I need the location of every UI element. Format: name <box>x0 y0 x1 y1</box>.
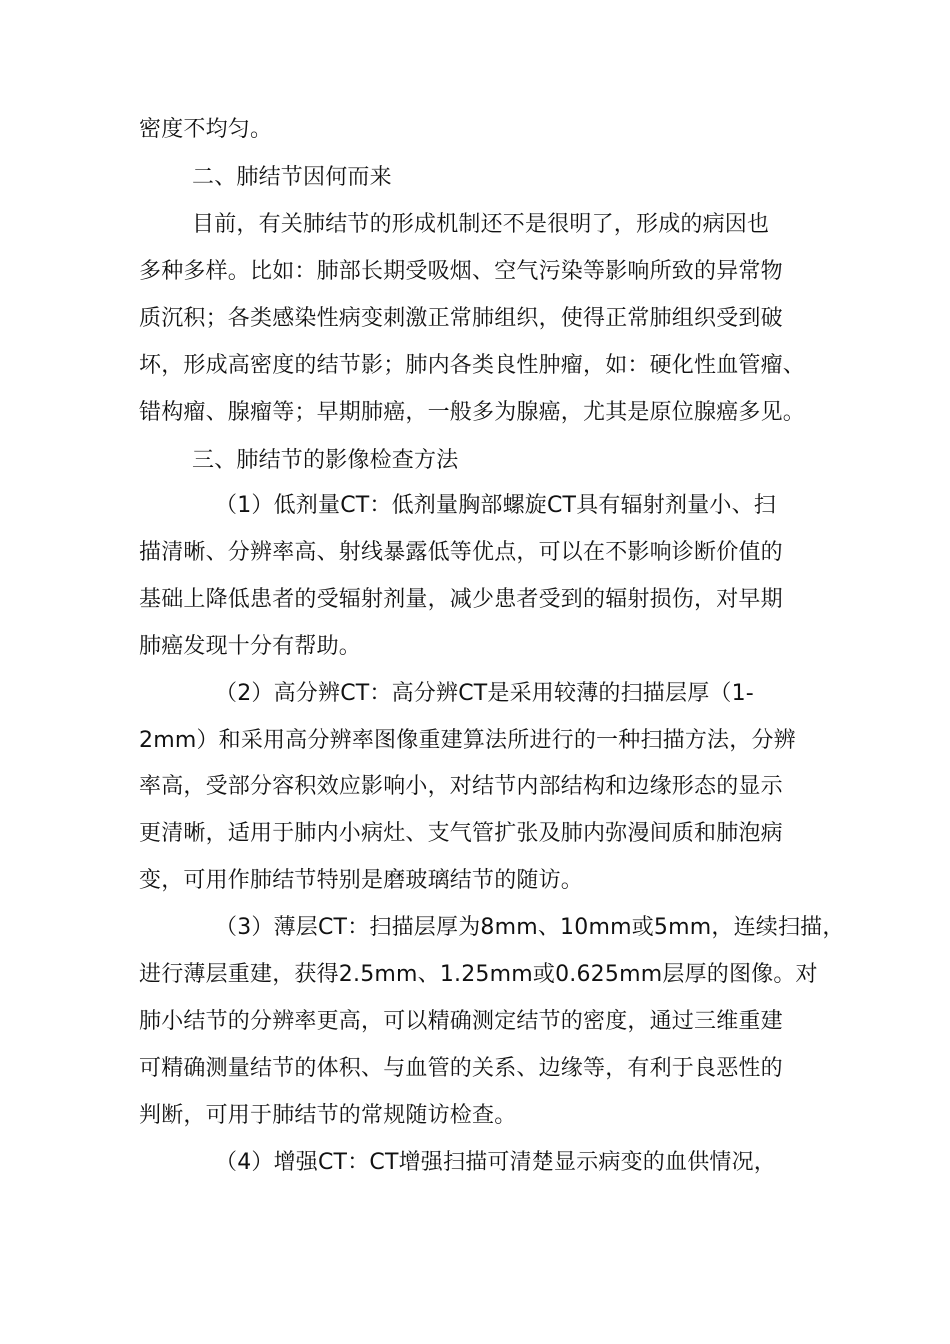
paragraph-line: （3）薄层CT：扫描层厚为8mm、10mm或5mm，连续扫描， <box>215 915 845 940</box>
paragraph-line: 密度不均匀。 <box>139 117 273 142</box>
paragraph-line: 坏，形成高密度的结节影；肺内各类良性肿瘤，如：硬化性血管瘤、 <box>139 353 806 378</box>
paragraph-line: 肺小结节的分辨率更高，可以精确测定结节的密度，通过三维重建 <box>139 1009 783 1034</box>
paragraph-line: 基础上降低患者的受辐射剂量，减少患者受到的辐射损伤，对早期 <box>139 587 783 612</box>
paragraph-line: 肺癌发现十分有帮助。 <box>139 634 362 659</box>
paragraph-line: 质沉积；各类感染性病变刺激正常肺组织，使得正常肺组织受到破 <box>139 306 783 331</box>
paragraph-line: 可精确测量结节的体积、与血管的关系、边缘等，有利于良恶性的 <box>139 1056 783 1081</box>
section-heading: 三、肺结节的影像检查方法 <box>192 448 459 473</box>
paragraph-line: 更清晰，适用于肺内小病灶、支气管扩张及肺内弥漫间质和肺泡病 <box>139 821 783 846</box>
paragraph-line: 变，可用作肺结节特别是磨玻璃结节的随访。 <box>139 868 584 893</box>
paragraph-line: 率高，受部分容积效应影响小，对结节内部结构和边缘形态的显示 <box>139 774 783 799</box>
paragraph-line: 2mm）和采用高分辨率图像重建算法所进行的一种扫描方法，分辨 <box>139 728 796 753</box>
paragraph-line: 描清晰、分辨率高、射线暴露低等优点，可以在不影响诊断价值的 <box>139 540 783 565</box>
paragraph-line: 多种多样。比如：肺部长期受吸烟、空气污染等影响所致的异常物 <box>139 259 783 284</box>
paragraph-line: （1）低剂量CT：低剂量胸部螺旋CT具有辐射剂量小、扫 <box>215 493 776 518</box>
paragraph-line: 进行薄层重建，获得2.5mm、1.25mm或0.625mm层厚的图像。对 <box>139 962 818 987</box>
paragraph-line: （2）高分辨CT：高分辨CT是采用较薄的扫描层厚（1- <box>215 681 754 706</box>
paragraph-line: 错构瘤、腺瘤等；早期肺癌，一般多为腺癌，尤其是原位腺癌多见。 <box>139 400 806 425</box>
paragraph-line: （4）增强CT：CT增强扫描可清楚显示病变的血供情况， <box>215 1150 776 1175</box>
paragraph-line: 判断，可用于肺结节的常规随访检查。 <box>139 1103 517 1128</box>
paragraph-line: 目前，有关肺结节的形成机制还不是很明了，形成的病因也 <box>192 212 770 237</box>
section-heading: 二、肺结节因何而来 <box>192 165 392 190</box>
